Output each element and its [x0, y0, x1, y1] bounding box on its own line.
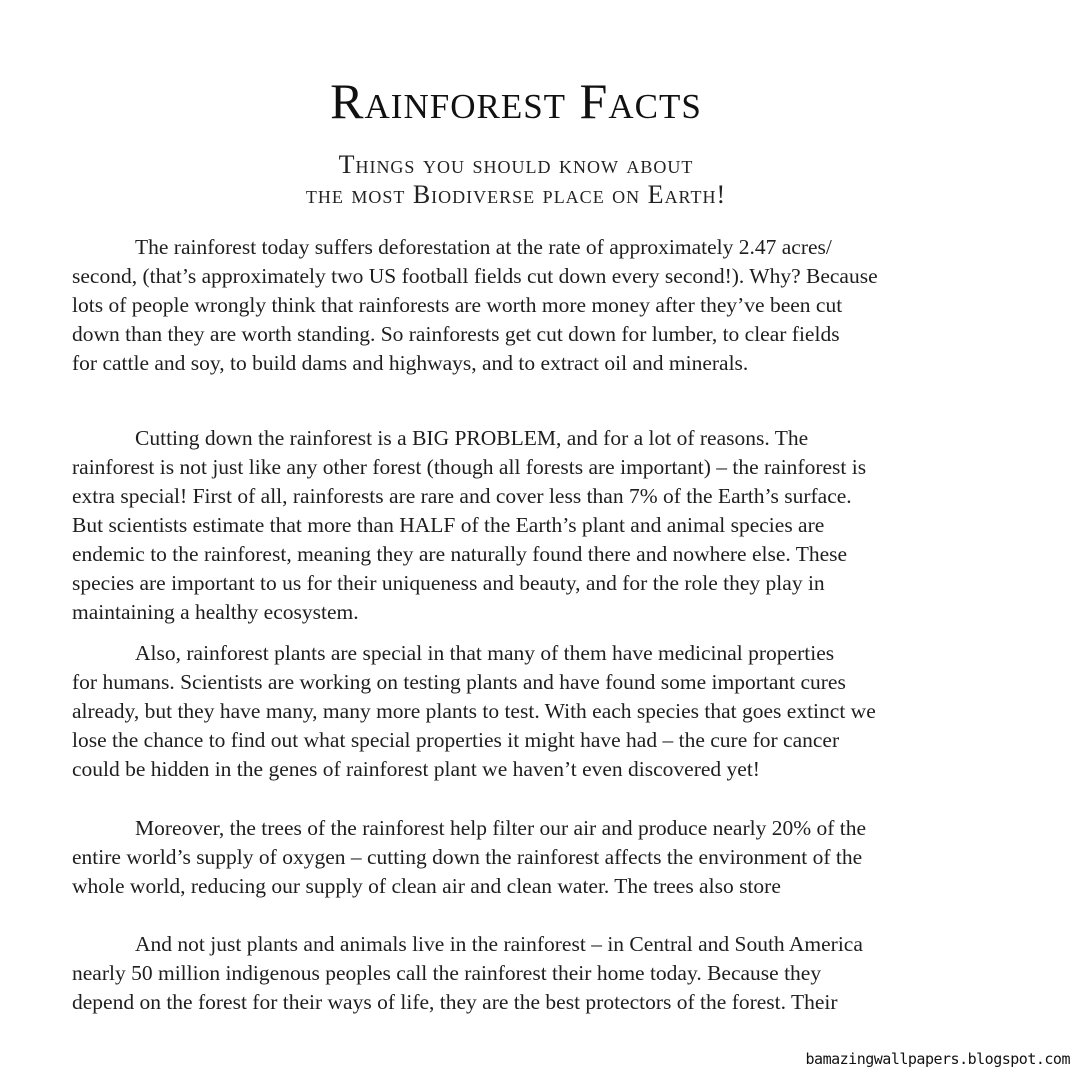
- paragraph-line: maintaining a healthy ecosystem.: [72, 600, 359, 624]
- paragraph-line: entire world’s supply of oxygen – cutting down the rainforest affects the environment of the: [72, 845, 863, 869]
- watermark: bamazingwallpapers.blogspot.com: [805, 1050, 1070, 1068]
- paragraph-line: depend on the forest for their ways of life, they are the best protectors of the forest. Their: [72, 990, 838, 1014]
- paragraph-line: Cutting down the rainforest is a BIG PROBLEM, and for a lot of reasons. The: [135, 426, 809, 450]
- paragraph-line: The rainforest today suffers deforestation at the rate of approximately 2.47 acres/: [135, 235, 832, 259]
- page-title: Rainforest Facts: [330, 73, 702, 129]
- paragraph-line: could be hidden in the genes of rainforest plant we haven’t even discovered yet!: [72, 757, 760, 781]
- paragraph-line: extra special! First of all, rainforests are rare and cover less than 7% of the Earth’s surface.: [72, 484, 852, 508]
- paragraph-line: already, but they have many, many more plants to test. With each species that goes extinct we: [72, 699, 876, 723]
- paragraph-line: And not just plants and animals live in the rainforest – in Central and South America: [135, 932, 863, 956]
- paragraph-line: Also, rainforest plants are special in that many of them have medicinal properties: [135, 641, 835, 665]
- paragraph-line: endemic to the rainforest, meaning they are naturally found there and nowhere else. These: [72, 542, 848, 566]
- paragraph-line: whole world, reducing our supply of clean air and clean water. The trees also store: [72, 874, 781, 898]
- subtitle-line-1: Things you should know about: [338, 150, 694, 179]
- paragraph-line: rainforest is not just like any other forest (though all forests are important) – the rainforest is: [72, 455, 867, 479]
- paragraph-line: lose the chance to find out what special properties it might have had – the cure for cancer: [72, 728, 840, 752]
- paragraph-line: species are important to us for their uniqueness and beauty, and for the role they play in: [72, 571, 825, 595]
- paragraph-line: But scientists estimate that more than HALF of the Earth’s plant and animal species are: [72, 513, 825, 537]
- paragraph-line: Moreover, the trees of the rainforest help filter our air and produce nearly 20% of the: [135, 816, 867, 840]
- paragraph-line: second, (that’s approximately two US football fields cut down every second!). Why? Because: [72, 264, 878, 288]
- paragraph-line: nearly 50 million indigenous peoples call the rainforest their home today. Because they: [72, 961, 822, 985]
- subtitle-line-2: the most Biodiverse place on Earth!: [305, 180, 727, 209]
- paragraph-line: for humans. Scientists are working on testing plants and have found some important cures: [72, 670, 846, 694]
- paragraph-line: for cattle and soy, to build dams and highways, and to extract oil and minerals.: [72, 351, 749, 375]
- paragraph-line: down than they are worth standing. So rainforests get cut down for lumber, to clear fields: [72, 322, 840, 346]
- paragraph-line: lots of people wrongly think that rainforests are worth more money after they’ve been cut: [72, 293, 843, 317]
